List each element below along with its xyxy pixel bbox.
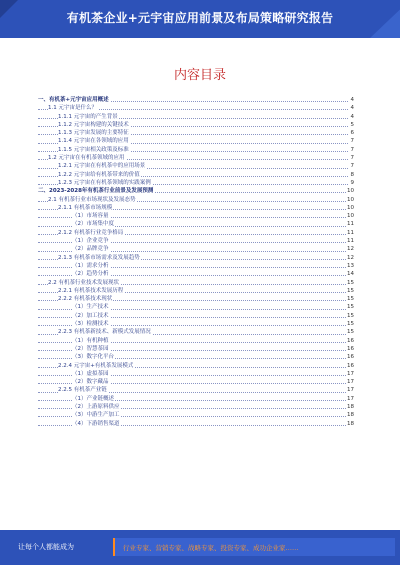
toc-entry[interactable] xyxy=(38,279,354,287)
toc-entry[interactable] xyxy=(38,154,354,162)
toc-entry[interactable] xyxy=(38,212,354,220)
toc-entry[interactable] xyxy=(38,386,354,394)
toc-entry-label: 1.1.3 元宇宙发展的主要特征 xyxy=(58,130,129,137)
toc-entry-page: 6 xyxy=(350,130,354,137)
toc-entry-page: 18 xyxy=(347,412,354,419)
toc-entry-label: 2.1 有机茶行业市场现状及发展态势 xyxy=(48,196,136,203)
toc-entry-page: 4 xyxy=(350,113,354,120)
toc-entry-label: 二、2023-2028年有机茶行业前景及发展预测 xyxy=(38,188,154,195)
toc-entry[interactable] xyxy=(38,337,354,345)
toc-entry[interactable] xyxy=(38,370,354,378)
toc-entry[interactable] xyxy=(38,245,354,253)
toc-entry-page: 10 xyxy=(347,204,354,211)
toc-entry-page: 10 xyxy=(347,188,354,195)
toc-entry[interactable] xyxy=(38,146,354,154)
toc-entry-label: 2.2.3 有机茶新技术、新模式发展情况 xyxy=(58,329,151,336)
toc-entry-page: 17 xyxy=(347,395,354,402)
toc-entry-label: （1）市场容量 xyxy=(72,213,109,220)
toc-entry-label: 2.2.1 有机茶技术发展历程 xyxy=(58,287,124,294)
toc-entry-page: 11 xyxy=(347,229,354,236)
toc-entry-label: （1）生产技术 xyxy=(72,304,109,311)
toc-entry[interactable] xyxy=(38,345,354,353)
toc-entry-page: 15 xyxy=(347,304,354,311)
toc-entry-label: 2.2.2 有机茶技术现状 xyxy=(58,296,113,303)
toc-entry[interactable] xyxy=(38,229,354,237)
toc-entry-page: 11 xyxy=(347,221,354,228)
toc-entry-page: 15 xyxy=(347,329,354,336)
toc-entry-label: （1）需求分析 xyxy=(72,262,109,269)
toc-entry-page: 16 xyxy=(347,362,354,369)
toc-entry-label: 1.2.2 元宇宙给有机茶带来的价值 xyxy=(58,171,140,178)
toc-entry[interactable] xyxy=(38,378,354,386)
toc-entry-page: 16 xyxy=(347,345,354,352)
toc-entry[interactable] xyxy=(38,312,354,320)
toc-entry[interactable] xyxy=(38,403,354,411)
toc-entry-page: 7 xyxy=(350,146,354,153)
toc-entry-page: 5 xyxy=(350,121,354,128)
toc-entry[interactable] xyxy=(38,204,354,212)
toc-entry-page: 9 xyxy=(350,179,354,186)
toc-entry-label: 1.1.4 元宇宙在各领域的应用 xyxy=(58,138,129,145)
toc-entry[interactable] xyxy=(38,129,354,137)
toc-entry[interactable] xyxy=(38,137,354,145)
toc-entry-page: 15 xyxy=(347,321,354,328)
toc-entry-page: 16 xyxy=(347,354,354,361)
toc-entry[interactable] xyxy=(38,220,354,228)
toc-entry[interactable] xyxy=(38,179,354,187)
toc-entry[interactable] xyxy=(38,411,354,419)
toc-entry-label: （2）智慧茶园 xyxy=(72,345,109,352)
toc-entry-label: （1）有机种植 xyxy=(72,337,109,344)
toc-entry-label: 1.1.2 元宇宙构建的关键技术 xyxy=(58,121,129,128)
toc-entry[interactable] xyxy=(38,96,354,104)
toc-entry-page: 7 xyxy=(350,155,354,162)
toc-entry-label: 2.2.4 元宇宙+有机茶发展模式 xyxy=(58,362,134,369)
toc-entry[interactable] xyxy=(38,121,354,129)
toc-entry[interactable] xyxy=(38,353,354,361)
toc-entry-page: 17 xyxy=(347,379,354,386)
toc-entry-label: （4）下游销售渠道 xyxy=(72,420,120,427)
toc-entry-label: 2.1.2 有机茶行业竞争格局 xyxy=(58,229,124,236)
toc-entry-label: 2.2.5 有机茶产业链 xyxy=(58,387,107,394)
toc-entry-label: （2）上游原料供应 xyxy=(72,403,120,410)
toc-entry-label: （2）品牌竞争 xyxy=(72,246,109,253)
report-header-band xyxy=(0,0,400,38)
toc-entry[interactable] xyxy=(38,237,354,245)
toc-entry-page: 15 xyxy=(347,296,354,303)
toc-entry-label: 1.2.1 元宇宙在有机茶中的应用场景 xyxy=(58,163,146,170)
footer-lead-text: 让每个人都能成为 xyxy=(18,543,74,551)
toc-entry-page: 15 xyxy=(347,287,354,294)
toc-entry-label: 2.2 有机茶行业技术发展现状 xyxy=(48,279,119,286)
toc-entry-label: （3）检测技术 xyxy=(72,321,109,328)
toc-entry-label: （1）企业竞争 xyxy=(72,238,109,245)
toc-entry-page: 18 xyxy=(347,420,354,427)
toc-entry-page: 15 xyxy=(347,279,354,286)
toc-entry[interactable] xyxy=(38,104,354,112)
toc-entry[interactable] xyxy=(38,254,354,262)
toc-entry-label: （1）产业链概述 xyxy=(72,395,114,402)
toc-entry[interactable] xyxy=(38,295,354,303)
toc-entry-label: （2）数字藏品 xyxy=(72,379,109,386)
toc-entry-label: 1.2.3 元宇宙在有机茶领域的实践案例 xyxy=(58,179,151,186)
toc-entry[interactable] xyxy=(38,328,354,336)
toc-entry-page: 17 xyxy=(347,387,354,394)
toc-entry[interactable] xyxy=(38,270,354,278)
footer-band xyxy=(0,530,400,565)
toc-entry-page: 17 xyxy=(347,370,354,377)
toc-entry-label: （2）加工技术 xyxy=(72,312,109,319)
toc-entry-page: 18 xyxy=(347,403,354,410)
toc-entry-label: 1.2 元宇宙在有机茶领域的应用 xyxy=(48,155,125,162)
toc-entry[interactable] xyxy=(38,362,354,370)
toc-entry-label: 1.1.1 元宇宙的产生背景 xyxy=(58,113,118,120)
toc-entry-page: 15 xyxy=(347,312,354,319)
toc-entry-label: （2）市场集中度 xyxy=(72,221,114,228)
toc-entry[interactable] xyxy=(38,303,354,311)
toc-entry[interactable] xyxy=(38,420,354,428)
toc-entry-page: 7 xyxy=(350,163,354,170)
toc-entry-label: 1.1 元宇宙是什么？ xyxy=(48,105,97,112)
toc-entry[interactable] xyxy=(38,320,354,328)
toc-entry[interactable] xyxy=(38,162,354,170)
toc-entry-page: 16 xyxy=(347,337,354,344)
toc-entry-page: 10 xyxy=(347,196,354,203)
toc-entry-label: 2.1.1 有机茶市场规模 xyxy=(58,204,113,211)
toc-entry-label: 一、有机茶+元宇宙应用概述 xyxy=(38,97,109,103)
footer-roles-text: 行业专家、营销专家、战略专家、投资专家、成功企业家…… xyxy=(123,544,299,552)
toc-entry-page: 12 xyxy=(347,254,354,261)
toc-entry-label: （3）数字化平台 xyxy=(72,354,114,361)
toc-entry[interactable] xyxy=(38,171,354,179)
toc-entry-page: 10 xyxy=(347,213,354,220)
toc-entry-label: （1）虚拟茶园 xyxy=(72,370,109,377)
toc-entry-page: 8 xyxy=(350,171,354,178)
toc-entry-label: 1.1.5 元宇宙相关政策及标准 xyxy=(58,146,129,153)
toc-entry-page: 14 xyxy=(347,271,354,278)
toc-entry-page: 4 xyxy=(350,97,354,103)
toc-entry-page: 13 xyxy=(347,262,354,269)
toc-entry-page: 7 xyxy=(350,138,354,145)
toc-entry[interactable] xyxy=(38,287,354,295)
toc-entry-page: 12 xyxy=(347,246,354,253)
toc-entry-label: （2）趋势分析 xyxy=(72,271,109,278)
toc-entry-page: 4 xyxy=(350,105,354,112)
toc-entry[interactable] xyxy=(38,196,354,204)
toc-entry[interactable] xyxy=(38,113,354,121)
toc-entry-label: 2.1.3 有机茶市场需求及发展趋势 xyxy=(58,254,140,261)
toc-entry[interactable] xyxy=(38,262,354,270)
footer-roles-box xyxy=(113,538,395,556)
toc-entry-page: 11 xyxy=(347,238,354,245)
table-of-contents xyxy=(38,96,354,428)
report-title: 有机茶企业+元宇宙应用前景及布局策略研究报告 xyxy=(66,11,334,25)
toc-heading: 内容目录 xyxy=(173,68,226,83)
toc-entry[interactable] xyxy=(38,395,354,403)
toc-entry-label: （3）中游生产加工 xyxy=(72,412,120,419)
toc-entry[interactable] xyxy=(38,187,354,195)
